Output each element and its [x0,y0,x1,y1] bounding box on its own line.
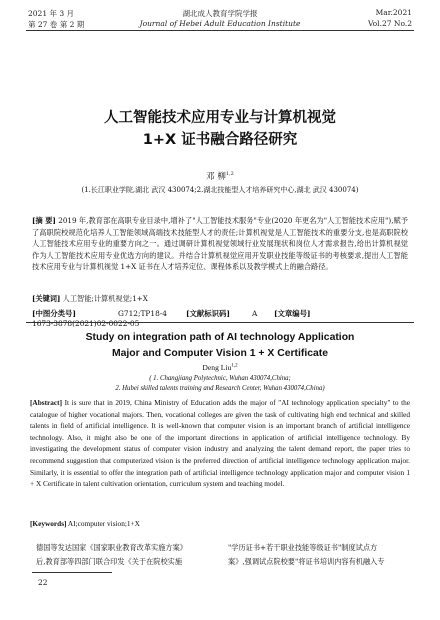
page-number: 22 [38,578,48,587]
keywords-cn [32,293,408,305]
keywords-en-label: [Keywords] [30,519,67,528]
body-right-line2: 案》,强调试点院校要"将证书培训内容有机融入专 [228,557,385,566]
author-en-name: Deng Liu [202,363,232,372]
abstract-cn [32,215,408,273]
author-en [0,363,440,372]
article-no-label: [文章编号] [274,309,311,318]
classification-row [32,308,408,328]
issue-date-cn: 2021 年 3 月 [28,9,75,18]
abstract-en-text: It is sure that in 2019, China Ministry of Education adds the major of "AI technology application specialty" to the catalogue of higher vocational majors. Then, vocational colleges are given the task of cultivating high end technical and skilled talents in field of artificial intelligence. It is well-known that computer vision is an important branch of artificial intelligence technology. Also, it might also be one of the important directions in application of artificial intelligence technology. By investigating the development status of computer vision industry and analyzing the talent demand report, the paper tries to recommend suggestion that computerized vision is the preferred direction of artificial intelligence technology application major. Similarly, it is essential to offer the integration path of artificial intelligence technology application major and computer vision 1 + X Certificate in talent cultivation orientation, curriculum system and teaching model. [30,398,410,489]
keywords-en [30,518,410,530]
clc-value: G712;TP18-4 [118,309,168,318]
header-rule [26,30,414,31]
affiliation-cn: (1.长江职业学院,湖北 武汉 430074;2.湖北技能型人才培养研究中心,湖北 武汉 430074) [81,186,359,194]
clc-label: [中图分类号] [32,309,76,318]
abstract-cn-text: 2019 年,教育部在高职专业目录中,增补了"人工智能技术服务"专业(2020 年更名为"人工智能技术应用"),赋予了高职院校规范化培养人工智能领域高端技术技能型人才的责任;计算机视觉是人工智能技术的重要分支,也是高职院校人工智能技术应用专业的重要方向之一。通过调研计算机视觉领域行业发展现状和岗位人才需求报告,给出计算机视觉作为人工智能技术应用专业优选方向的建议。并结合计算机视觉应用开发职业技能等级证书的考核要求,提出人工智能技术应用专业与计算机视觉 1+X 证书在人才培养定位、课程体系以及教学模式上的融合路径。 [32,216,408,272]
footnote-rule [32,572,112,573]
author-en-sup: 1,2 [231,363,238,369]
body-right-line1: "学历证书+若干职业技能等级证书"制度试点方 [228,543,378,552]
abstract-cn-label: [摘 要] [32,216,56,225]
issue-date-en: Mar.2021 [375,8,412,17]
abstract-rule [26,322,414,323]
keywords-cn-label: [关键词] [32,294,61,303]
author-cn [0,170,440,182]
keywords-cn-text: 人工智能;计算机视觉;1+X [62,294,148,303]
body-right-column [228,541,410,569]
volume-issue-en: Vol.27 No.2 [367,19,412,28]
keywords-en-text: AI;computer vision;1+X [67,519,140,528]
body-left-line1: 德国等发达国家《国家职业教育改革实施方案》 [36,543,187,552]
author-cn-name: 邓 柳 [206,172,226,182]
doc-code-value: A [252,309,258,318]
title-cn-line2: 1+X 证书融合路径研究 [142,132,298,148]
author-cn-sup: 1,2 [225,171,234,178]
abstract-en-label: [Abstract] [30,398,63,407]
journal-name-cn: 湖北成人教育学院学报 [182,9,258,18]
title-en-line2: Major and Computer Vision 1 + X Certificate [111,348,329,359]
body-left-line2: 后,教育部等四部门联合印发《关于在院校实施 [36,557,183,566]
article-no-value: 1673-3878(2021)02-0022-05 [32,319,140,328]
journal-name-en: Journal of Hebei Adult Education Institute [139,19,301,28]
volume-issue-cn: 第 27 卷 第 2 期 [28,20,85,29]
doc-code-label: [文献标识码] [186,309,230,318]
title-cn-line1: 人工智能技术应用专业与计算机视觉 [104,110,336,126]
title-en-line1: Study on integration path of AI technology Application [85,332,355,343]
abstract-en [30,397,410,490]
body-left-column [36,541,216,569]
affiliation-en-1: ( 1. Changjiang Polytechnic, Wuhan 430074,China; [149,375,291,382]
affiliation-en-2: 2. Hubei skilled talents training and Research Center, Wuhan 430074,China) [115,385,325,392]
